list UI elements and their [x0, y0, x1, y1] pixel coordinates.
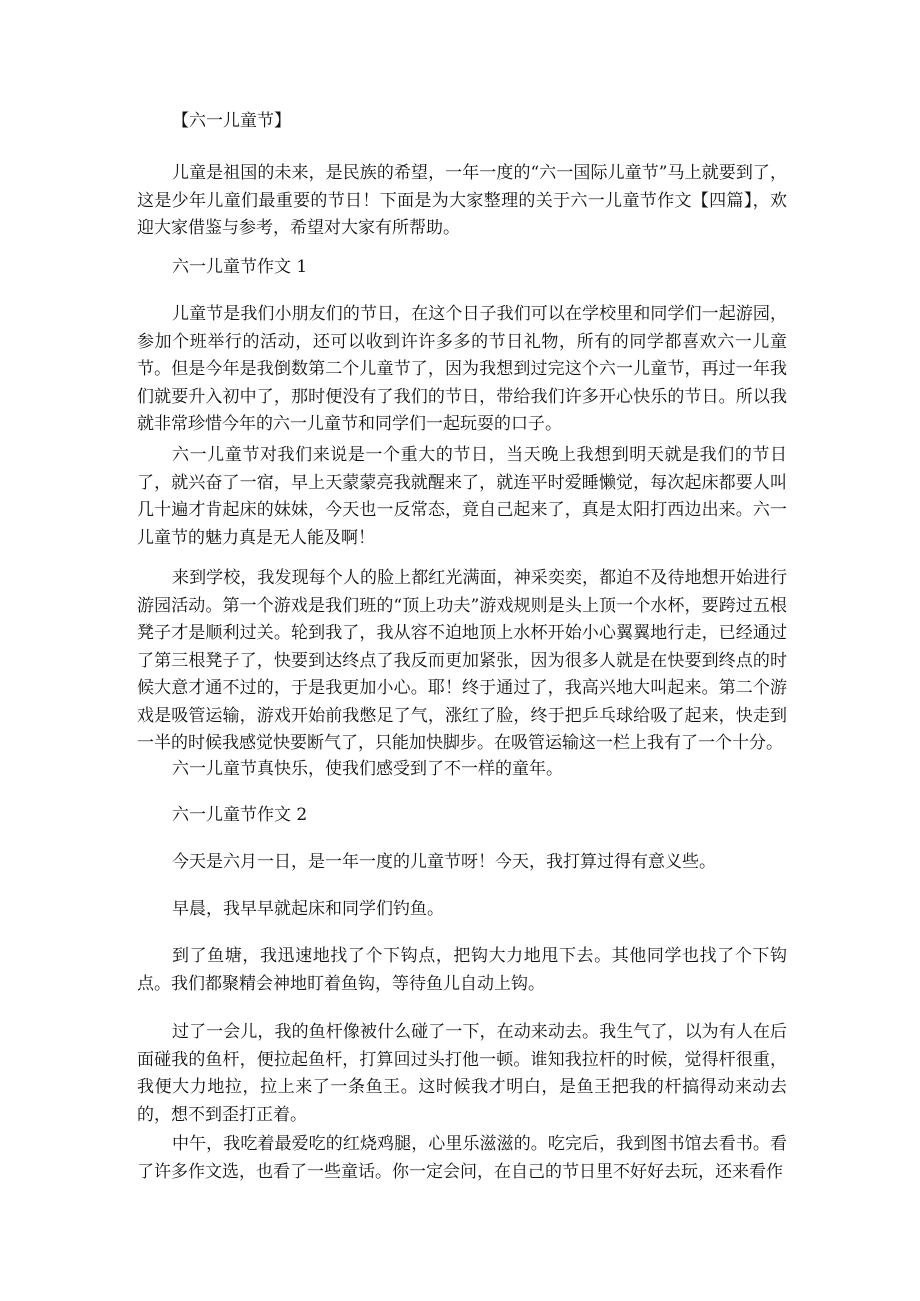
essay-1-paragraph-2: 六一儿童节对我们来说是一个重大的节日，当天晚上我想到明天就是我们的节日了，就兴奋了一宿，早上天蒙蒙亮我就醒来了，就连平时爱睡懒觉，每次起床都要人叫几十遍才肯起床的妹妹，今天也一反常态，竟自己起来了，真是太阳打西边出来。六一儿童节的魅力真是无人能及啊！ — [137, 445, 787, 548]
essay-1-paragraph-3: 来到学校，我发现每个人的脸上都红光满面，神采奕奕，都迫不及待地想开始进行游园活动。第一个游戏是我们班的“顶上功夫”游戏规则是头上顶一个水杯，要跨过五根凳子才是顺利过关。轮到我了，我从容不迫地顶上水杯开始小心翼翼地行走，已经通过了第三根凳子了，快要到达终点了我反而更加紧张，因为很多人就是在快要到终点的时候大意才通不过的，于是我更加小心。耶！终于通过了，我高兴地大叫起来。第二个游戏是吸管运输，游戏开始前我憋足了气，涨红了脸，终于把乒乓球给吸了起来，快走到一半的时候我感觉快要断气了，只能加快脚步。在吸管运输这一栏上我有了一个十分。 — [137, 568, 787, 753]
essay-2-title: 六一儿童节作文 2 — [172, 805, 308, 825]
essay-1-paragraph-4: 六一儿童节真快乐，使我们感受到了不一样的童年。 — [172, 759, 563, 779]
essay-1-title: 六一儿童节作文 1 — [172, 257, 308, 277]
essay-2-paragraph-5: 中午，我吃着最爱吃的红烧鸡腿，心里乐滋滋的。吃完后，我到图书馆去看书。看了许多作文选，也看了一些童话。你一定会问，在自己的节日里不好好去玩，还来看作 — [137, 1134, 787, 1182]
essay-2-paragraph-1: 今天是六月一日，是一年一度的儿童节呀！今天，我打算过得有意义些。 — [172, 852, 716, 872]
essay-1-paragraph-1: 儿童节是我们小朋友们的节日，在这个日子我们可以在学校里和同学们一起游园，参加个班举行的活动，还可以收到许许多多的节日礼物，所有的同学都喜欢六一儿童节。但是今年是我倒数第二个儿童节了，因为我想到过完这个六一儿童节，再过一年我们就要升入初中了，那时便没有了我们的节日，带给我们许多开心快乐的节日。所以我就非常珍惜今年的六一儿童节和同学们一起玩耍的口子。 — [137, 304, 787, 434]
intro-paragraph: 儿童是祖国的未来，是民族的希望，一年一度的“六一国际儿童节”马上就要到了，这是少年儿童们最重要的节日！下面是为大家整理的关于六一儿童节作文【四篇】，欢迎大家借鉴与参考，希望对大家有所帮助。 — [137, 163, 787, 238]
essay-2-paragraph-2: 早晨，我早早就起床和同学们钓鱼。 — [172, 899, 444, 919]
essay-2-paragraph-4: 过了一会儿，我的鱼杆像被什么碰了一下，在动来动去。我生气了，以为有人在后面碰我的鱼杆，便拉起鱼杆，打算回过头打他一顿。谁知我拉杆的时候，觉得杆很重，我便大力地拉，拉上来了一条鱼王。这时候我才明白，是鱼王把我的杆搞得动来动去的，想不到歪打正着。 — [137, 1022, 787, 1125]
section-heading: 【六一儿童节】 — [172, 111, 291, 131]
essay-2-paragraph-3: 到了鱼塘，我迅速地找了个下钩点，把钩大力地甩下去。其他同学也找了个下钩点。我们都聚精会神地盯着鱼钩，等待鱼儿自动上钩。 — [137, 946, 787, 994]
